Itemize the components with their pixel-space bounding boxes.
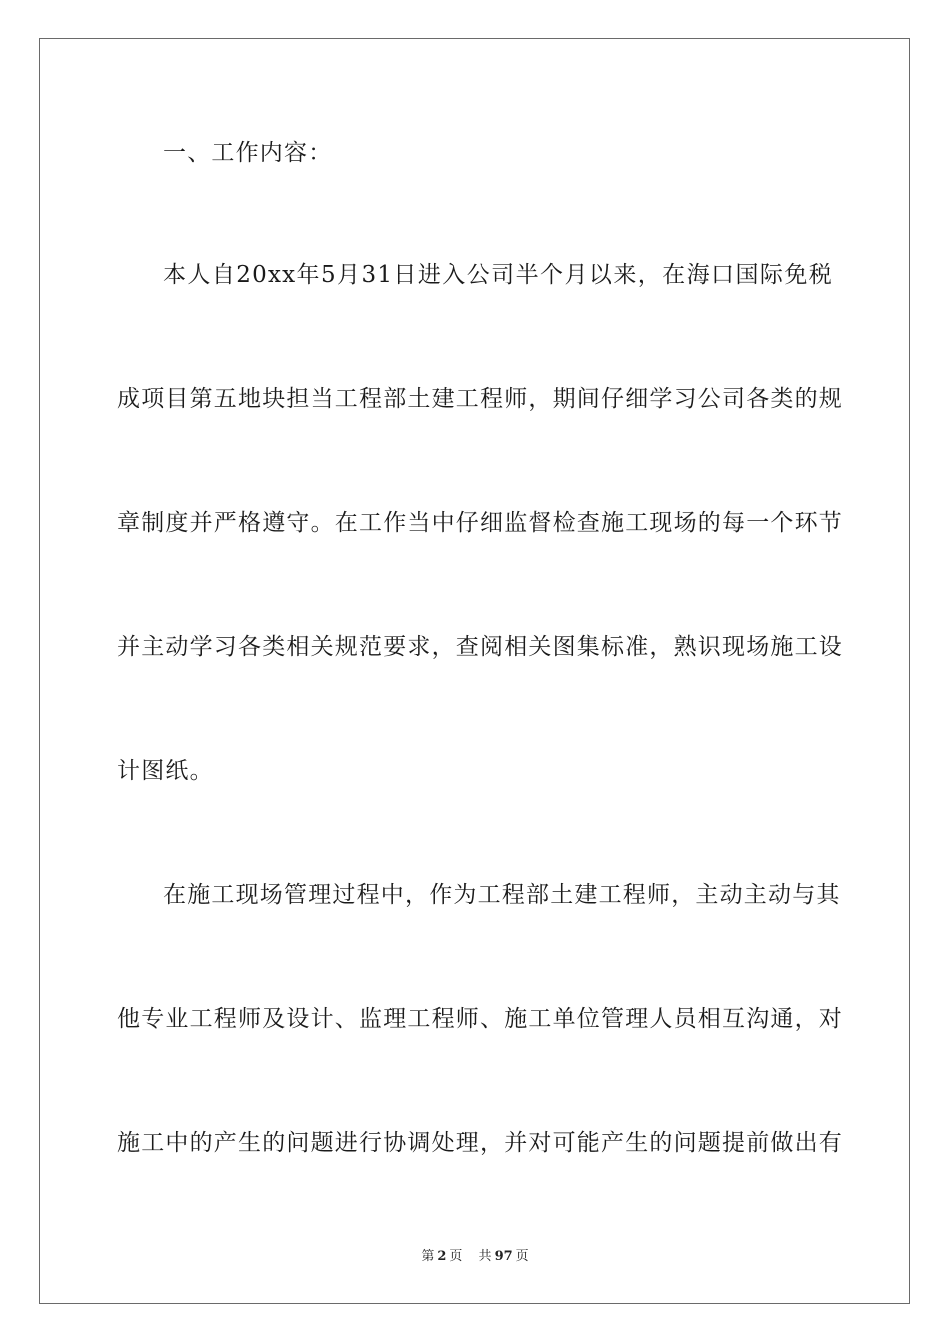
paragraph-line: 并主动学习各类相关规范要求，查阅相关图集标准，熟识现场施工设 [117,634,843,660]
section-heading: 一、工作内容： [163,140,333,166]
paragraph-line: 施工中的产生的问题进行协调处理，并对可能产生的问题提前做出有 [117,1130,843,1156]
page-footer [0,1245,950,1264]
paragraph-line: 成项目第五地块担当工程部土建工程师，期间仔细学习公司各类的规 [117,386,843,412]
paragraph-line: 计图纸。 [117,758,214,784]
paragraph-line: 他专业工程师及设计、监理工程师、施工单位管理人员相互沟通，对 [117,1006,843,1032]
total-pages-indicator: 共 97 页 [478,1249,529,1264]
page-border [39,38,910,1304]
page-indicator: 第 2 页 [421,1249,463,1264]
paragraph-line: 在施工现场管理过程中，作为工程部土建工程师，主动主动与其 [163,882,841,908]
paragraph-line: 章制度并严格遵守。在工作当中仔细监督检查施工现场的每一个环节 [117,510,843,536]
paragraph-line: 本人自20xx年5月31日进入公司半个月以来，在海口国际免税 [163,262,833,288]
